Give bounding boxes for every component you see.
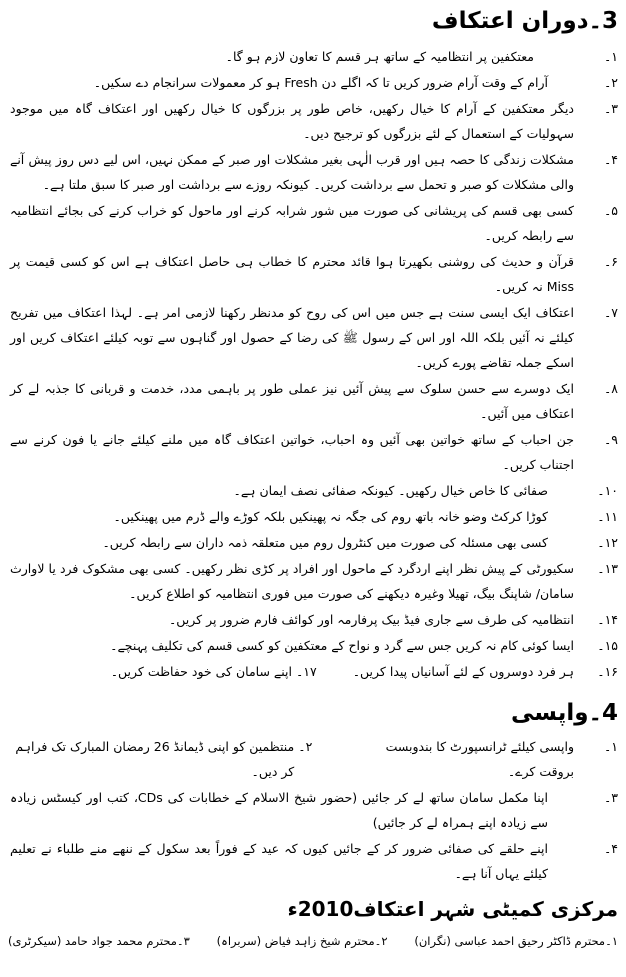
rule-item-11 — [8, 504, 618, 529]
return-item-1-2 — [8, 734, 618, 784]
item-text: اپنے سامان کی خود حفاظت کریں۔ — [110, 664, 292, 679]
item-text: ہر فرد دوسروں کے لئے آسانیاں پیدا کریں۔ — [352, 664, 574, 679]
rule-item-7 — [8, 300, 618, 375]
item-number: ۱۶۔ — [597, 664, 618, 679]
committee-member-2 — [217, 930, 388, 952]
rule-item-1 — [8, 44, 618, 69]
member-number: ۳۔ — [176, 934, 190, 948]
rule-item-12 — [8, 530, 618, 555]
item-number: ۱۰۔ — [597, 483, 618, 498]
committee-heading: مرکزی کمیٹی شہر اعتکاف2010ء — [287, 897, 618, 921]
member-number: ۱۔ — [605, 934, 618, 948]
item-text: قرآن و حدیث کی روشنی بکھیرتا ہوا قائد محترم کا خطاب ہی حاصل اعتکاف ہے اس کو کسی قیمت پر Miss نہ کریں۔ — [10, 254, 574, 294]
item-number: ۳۔ — [603, 790, 618, 805]
item-text: واپسی کیلئے ٹرانسپورٹ کا بندوبست بروقت کرے۔ — [385, 739, 574, 779]
item-text: دیگر معتکفین کے آرام کا خیال رکھیں، خاص طور پر بزرگوں کا خیال رکھیں اور اعتکاف گاہ میں موجود سہولیات کے استعمال کے لئے بزرگوں کو ترجیح دیں۔ — [10, 101, 574, 141]
rule-item-9 — [8, 427, 618, 477]
section-3-heading: 3۔دوران اعتکاف — [431, 8, 618, 34]
item-number: ۴۔ — [603, 152, 618, 167]
item-text: آرام کے وقت آرام ضرور کریں تا کہ اگلے دن Fresh ہو کر معمولات سرانجام دے سکیں۔ — [93, 75, 548, 90]
member-name: محترم محمد جواد حامد (سیکرٹری) — [8, 934, 177, 948]
item-number: ۱۳۔ — [597, 561, 618, 576]
rule-item-4 — [8, 147, 618, 197]
return-item-3 — [8, 785, 618, 835]
member-number: ۲۔ — [374, 934, 388, 948]
item-number: ۱۲۔ — [597, 535, 618, 550]
item-text: ایک دوسرے سے حسن سلوک سے پیش آئیں نیز عملی طور پر باہمی مدد، خدمت و قربانی کا جذبہ لے کر اعتکاف میں آئیں۔ — [10, 381, 574, 421]
item-number: ۲۔ — [298, 739, 313, 754]
item-number: ۴۔ — [603, 841, 618, 856]
committee-member-1 — [414, 930, 618, 952]
item-text: صفائی کا خاص خیال رکھیں۔ کیونکہ صفائی نصف ایمان ہے۔ — [233, 483, 548, 498]
item-number: ۵۔ — [603, 203, 618, 218]
item-number: ۷۔ — [603, 305, 618, 320]
item-number: ۱۵۔ — [597, 638, 618, 653]
item-text: انتظامیہ کی طرف سے جاری فیڈ بیک پرفارمہ اور کوائف فارم ضرور پر کریں۔ — [168, 612, 574, 627]
item-text: کوڑا کرکٹ وضو خانہ باتھ روم کی جگہ نہ پھینکیں بلکہ کوڑے والے ڈرم میں پھینکیں۔ — [113, 509, 548, 524]
item-text: کسی بھی قسم کی پریشانی کی صورت میں شور شرابہ کرنے اور ماحول کو خراب کرنے کی بجائے انتظامیہ سے رابطہ کریں۔ — [10, 203, 574, 243]
item-text: مشکلات زندگی کا حصہ ہیں اور قرب الٰہی بغیر مشکلات اور صبر کے ممکن نہیں، اس لیے دس روز پیش آنے والی مشکلات کو صبر و تحمل سے برداشت کریں۔ کیونکہ روزے سے برداشت اور صبر کا سبق ملتا ہے۔ — [10, 152, 574, 192]
item-text: منتظمین کو اپنی ڈیمانڈ 26 رمضان المبارک تک فراہم کر دیں۔ — [15, 739, 295, 779]
member-name: محترم ڈاکٹر رحیق احمد عباسی (نگران) — [414, 934, 606, 948]
item-text: اپنا مکمل سامان ساتھ لے کر جائیں (حضور شیخ الاسلام کے خطابات کی CDs، کتب اور کیسٹس زیادہ سے زیادہ اپنے ہمراہ لے کر جائیں) — [10, 790, 548, 830]
rule-item-10 — [8, 478, 618, 503]
item-text: ایسا کوئی کام نہ کریں جس سے گرد و نواح کے معتکفین کو کسی قسم کی تکلیف پہنچے۔ — [110, 638, 574, 653]
committee-members-row — [8, 930, 618, 952]
item-text: اعتکاف ایک ایسی سنت ہے جس میں اس کی روح کو مدنظر رکھنا لازمی امر ہے۔ لہذا اعتکاف میں تفریح کیلئے نہ آئیں بلکہ اللہ اور اس کے رسول ﷺ کی رضا کے حصول اور گناہوں سے توبہ کیلئے اعتکاف کریں اور اسکے جملہ تقاضے پورے کریں۔ — [10, 305, 574, 370]
rule-item-8 — [8, 376, 618, 426]
item-text: اپنے حلقے کی صفائی ضرور کر کے جائیں کیوں کہ عید کے فوراً بعد سکول کے ننھے منے طلباء نے تعلیم کیلئے یہاں آنا ہے۔ — [10, 841, 548, 881]
item-number: ۱۔ — [603, 49, 618, 64]
rule-item-13 — [8, 556, 618, 606]
rule-item-5 — [8, 198, 618, 248]
item-number: ۱۔ — [603, 739, 618, 754]
item-text: جن احباب کے ساتھ خواتین بھی آئیں وہ احباب، خواتین اعتکاف گاہ میں ملنے کیلئے جانے یا فون کرنے سے اجتناب کریں۔ — [10, 432, 574, 472]
item-number: ۲۔ — [603, 75, 618, 90]
item-number: ۶۔ — [603, 254, 618, 269]
rule-item-15 — [8, 633, 618, 658]
section-4-heading: 4۔واپسی — [511, 700, 618, 726]
item-number: ۹۔ — [603, 432, 618, 447]
rule-item-16-17 — [8, 659, 618, 684]
item-number: ۱۷۔ — [295, 664, 317, 679]
item-text: معتکفین پر انتظامیہ کے ساتھ ہر قسم کا تعاون لازم ہو گا۔ — [225, 49, 534, 64]
rule-item-14 — [8, 607, 618, 632]
item-number: ۱۴۔ — [597, 612, 618, 627]
item-number: ۱۱۔ — [597, 509, 618, 524]
item-number: ۳۔ — [603, 101, 618, 116]
rule-item-3 — [8, 96, 618, 146]
return-item-4 — [8, 836, 618, 886]
item-text: کسی بھی مسئلہ کی صورت میں کنٹرول روم میں متعلقہ ذمہ داران سے رابطہ کریں۔ — [102, 535, 548, 550]
rule-item-6 — [8, 249, 618, 299]
committee-member-3 — [8, 930, 190, 952]
item-text: سکیورٹی کے پیش نظر اپنے اردگرد کے ماحول اور افراد پر کڑی نظر رکھیں۔ کسی بھی مشکوک فرد یا لاوارث سامان/ شاپنگ بیگ، تھیلا وغیرہ دیکھنے کی صورت میں فوری انتظامیہ کو اطلاع کریں۔ — [10, 561, 574, 601]
rule-item-2 — [8, 70, 618, 95]
item-number: ۸۔ — [603, 381, 618, 396]
member-name: محترم شیخ زاہد فیاض (سربراہ) — [216, 934, 375, 948]
